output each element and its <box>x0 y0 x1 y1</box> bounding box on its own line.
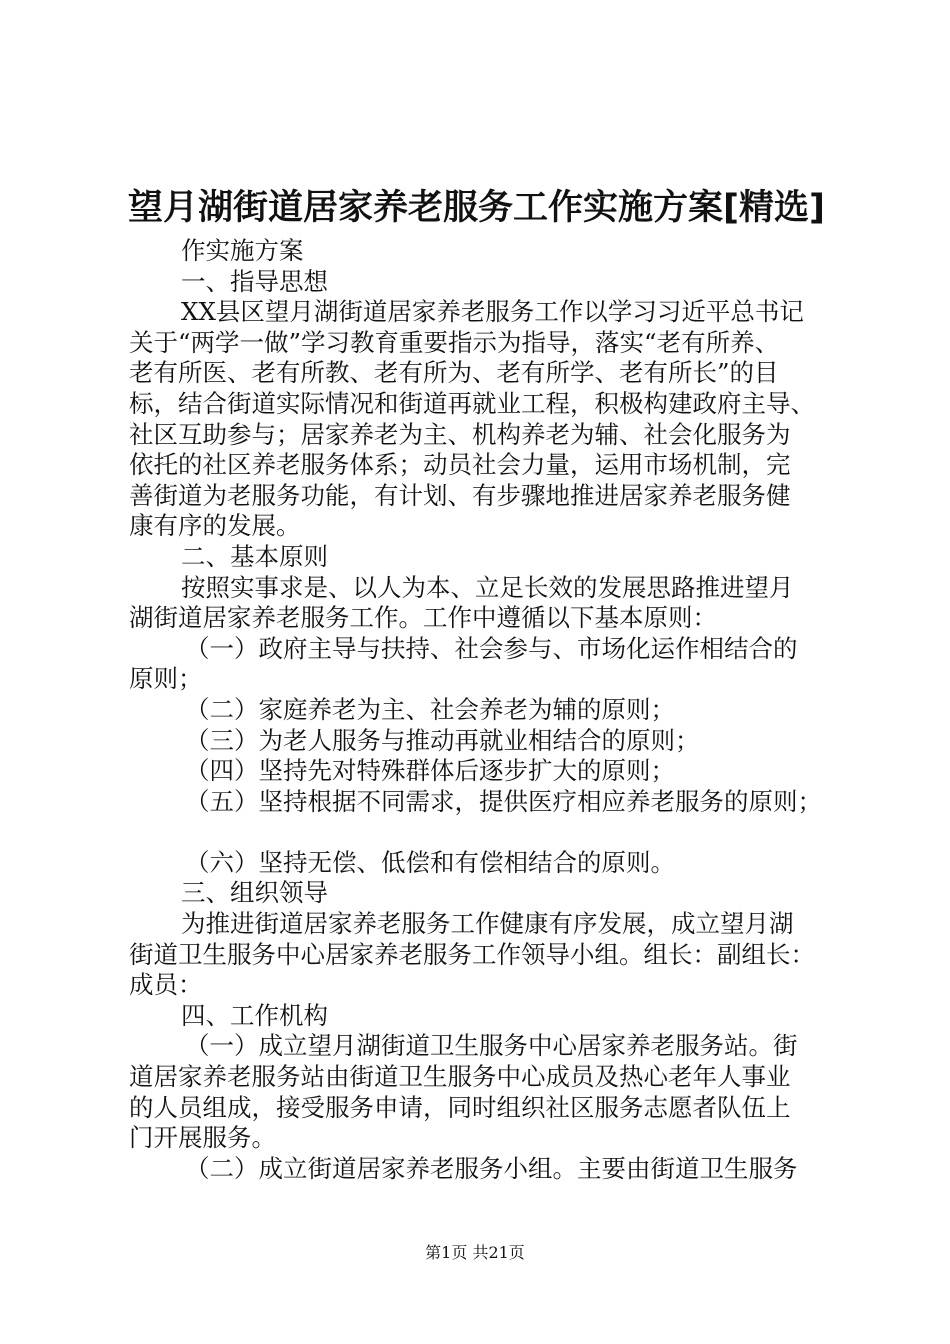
text-line: 门开展服务。 <box>129 1123 276 1153</box>
text-line: 关于“两学一做”学习教育重要指示为指导，落实“老有所养、 <box>129 327 780 357</box>
text-line: 社区互助参与；居家养老为主、机构养老为辅、社会化服务为 <box>129 419 791 449</box>
list-item: （一）成立望月湖街道卫生服务中心居家养老服务站。街 <box>185 1031 798 1061</box>
text-line: 依托的社区养老服务体系；动员社会力量，运用市场机制，完 <box>129 450 791 480</box>
blank-line <box>129 817 844 848</box>
list-item: （一）政府主导与扶持、社会参与、市场化运作相结合的 <box>185 633 798 663</box>
text-line: 作实施方案 <box>181 236 304 265</box>
text-line: 的人员组成，接受服务申请，同时组织社区服务志愿者队伍上 <box>129 1092 791 1122</box>
text-line: 老有所医、老有所教、老有所为、老有所学、老有所长”的目 <box>129 358 779 388</box>
document-body <box>129 236 844 1184</box>
document-title: 望月湖街道居家养老服务工作实施方案[精选] <box>128 188 825 228</box>
section-heading: 四、工作机构 <box>181 1000 328 1030</box>
text-line: 按照实事求是、以人为本、立足长效的发展思路推进望月 <box>181 572 794 602</box>
text-line: 湖街道居家养老服务工作。工作中遵循以下基本原则： <box>129 603 717 633</box>
text-line: 原则； <box>129 664 203 694</box>
section-heading: 一、指导思想 <box>181 266 328 296</box>
list-item: （二）家庭养老为主、社会养老为辅的原则； <box>185 694 675 724</box>
list-item: （二）成立街道居家养老服务小组。主要由街道卫生服务 <box>185 1153 798 1183</box>
page-footer: 第1页 共21页 <box>425 1243 525 1262</box>
text-line: 为推进街道居家养老服务工作健康有序发展，成立望月湖 <box>181 909 794 939</box>
text-line: XX县区望月湖街道居家养老服务工作以学习习近平总书记 <box>181 297 804 327</box>
text-line: 街道卫生服务中心居家养老服务工作领导小组。组长：副组长： <box>129 939 815 969</box>
text-line: 善街道为老服务功能，有计划、有步骤地推进居家养老服务健 <box>129 480 791 510</box>
text-line: 成员： <box>129 970 203 1000</box>
list-item: （六）坚持无偿、低偿和有偿相结合的原则。 <box>185 847 675 877</box>
section-heading: 三、组织领导 <box>181 878 328 908</box>
text-line: 康有序的发展。 <box>129 511 301 541</box>
list-item: （三）为老人服务与推动再就业相结合的原则； <box>185 725 700 755</box>
section-heading: 二、基本原则 <box>181 541 328 571</box>
text-line: 标，结合街道实际情况和街道再就业工程，积极构建政府主导、 <box>129 388 815 418</box>
text-line: 道居家养老服务站由街道卫生服务中心成员及热心老年人事业 <box>129 1062 791 1092</box>
list-item: （五）坚持根据不同需求，提供医疗相应养老服务的原则； <box>185 786 822 816</box>
list-item: （四）坚持先对特殊群体后逐步扩大的原则； <box>185 756 675 786</box>
